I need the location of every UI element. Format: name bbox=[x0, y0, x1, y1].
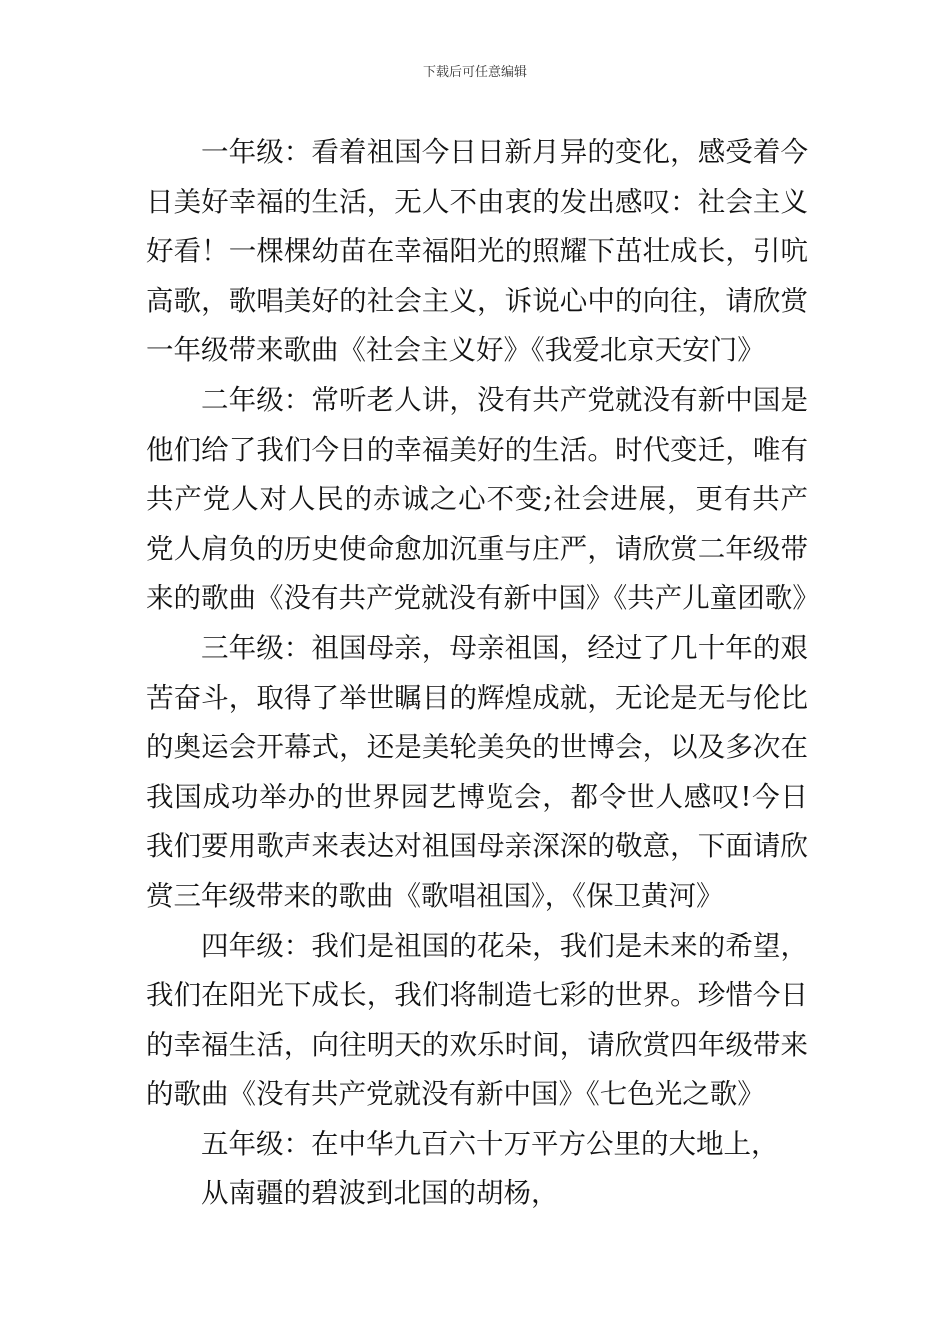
document-body bbox=[146, 128, 820, 1219]
page-header: 下载后可任意编辑 bbox=[422, 65, 527, 80]
paragraph-grade-1: 一年级：看着祖国今日日新月异的变化，感受着今日美好幸福的生活，无人不由衷的发出感叹：社会主义好看！一棵棵幼苗在幸福阳光的照耀下茁壮成长，引吭高歌，歌唱美好的社会主义，诉说心中的向往，请欣赏一年级带来歌曲《社会主义好》《我爱北京天安门》 bbox=[146, 136, 808, 367]
paragraph-grade-5-line-2: 从南疆的碧波到北国的胡杨， bbox=[201, 1177, 559, 1210]
paragraph-grade-5: 五年级：在中华九百六十万平方公里的大地上， bbox=[201, 1127, 779, 1160]
paragraph-grade-2: 二年级：常听老人讲，没有共产党就没有新中国是他们给了我们今日的幸福美好的生活。时代变迁，唯有共产党人对人民的赤诚之心不变;社会进展，更有共产党人肩负的历史使命愈加沉重与庄严，请欣赏二年级带来的歌曲《没有共产党就没有新中国》《共产儿童团歌》 bbox=[146, 383, 820, 615]
paragraph-grade-3: 三年级：祖国母亲，母亲祖国，经过了几十年的艰苦奋斗，取得了举世瞩目的辉煌成就，无论是无与伦比的奥运会开幕式，还是美轮美奂的世博会，以及多次在我国成功举办的世界园艺博览会，都令世人感叹!今日我们要用歌声来表达对祖国母亲深深的敬意，下面请欣赏三年级带来的歌曲《歌唱祖国》，《保卫黄河》 bbox=[146, 631, 808, 912]
paragraph-grade-4: 四年级：我们是祖国的花朵，我们是未来的希望，我们在阳光下成长，我们将制造七彩的世界。珍惜今日的幸福生活，向往明天的欢乐时间，请欣赏四年级带来的歌曲《没有共产党就没有新中国》《七色光之歌》 bbox=[146, 929, 808, 1111]
